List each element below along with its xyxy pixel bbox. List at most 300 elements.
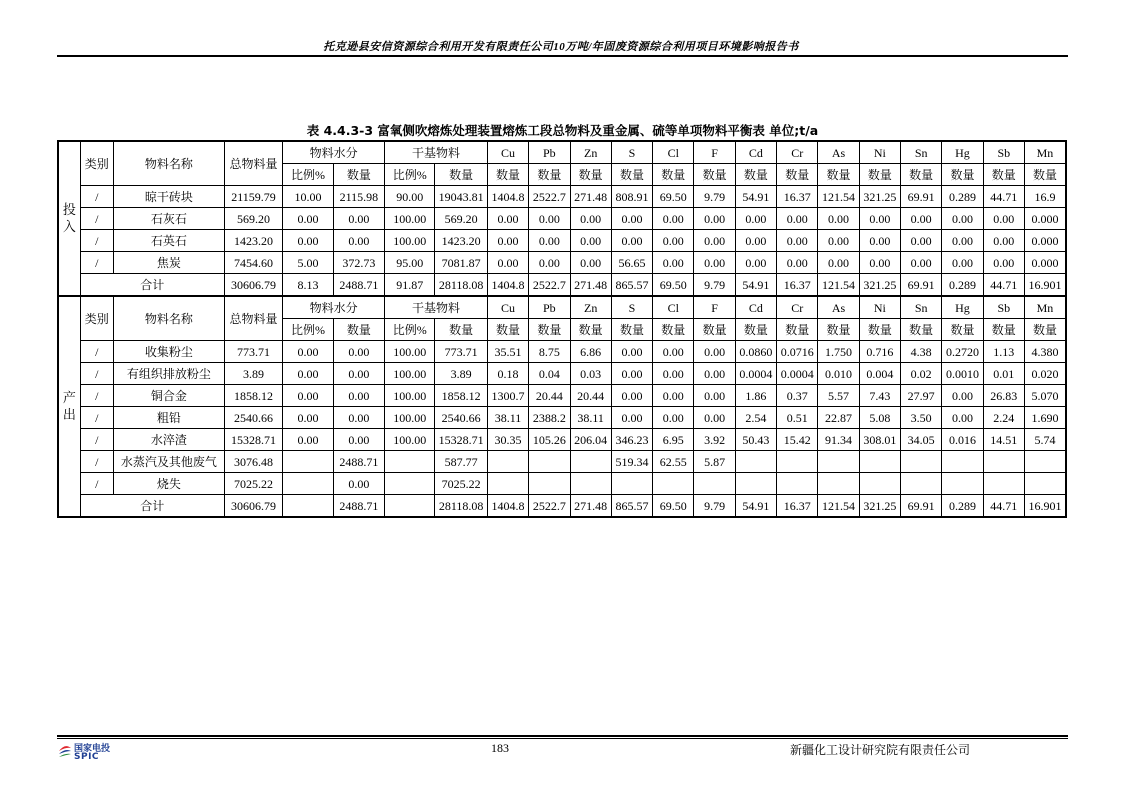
- header-total: 总物料量: [224, 296, 282, 341]
- table-cell: 50.43: [735, 429, 776, 451]
- table-cell: 7081.87: [435, 252, 487, 274]
- table-cell: 26.83: [983, 385, 1024, 407]
- table-cell: 0.37: [777, 385, 818, 407]
- table-cell: 0.00: [529, 230, 570, 252]
- table-cell: 22.87: [818, 407, 859, 429]
- table-cell: 5.87: [694, 451, 735, 473]
- table-cell: 0.00: [694, 407, 735, 429]
- header-water: 物料水分: [283, 296, 385, 319]
- total-cell: 271.48: [570, 495, 611, 518]
- logo-english-text: SPIC: [74, 752, 100, 762]
- table-cell: 0.00: [333, 230, 384, 252]
- table-cell: 2488.71: [333, 451, 384, 473]
- table-cell: 1423.20: [224, 230, 282, 252]
- table-cell: 0.00: [283, 407, 333, 429]
- spic-logo: [58, 740, 128, 764]
- table-cell: 1858.12: [435, 385, 487, 407]
- total-cell: 0.289: [942, 495, 983, 518]
- total-cell: 16.901: [1024, 495, 1066, 518]
- header-qty: 数量: [818, 164, 859, 186]
- table-cell: 0.00: [694, 363, 735, 385]
- table-cell: 3.89: [224, 363, 282, 385]
- header-qty: 数量: [735, 319, 776, 341]
- table-row: [58, 341, 1066, 363]
- table-cell: [777, 451, 818, 473]
- table-cell: [983, 473, 1024, 495]
- header-qty: 数量: [942, 319, 983, 341]
- header-qty: 数量: [487, 164, 528, 186]
- table-cell: 20.44: [570, 385, 611, 407]
- header-category: 类别: [80, 296, 113, 341]
- table-caption: 表 4.4.3-3 富氧侧吹熔炼处理装置熔炼工段总物料及重金属、硫等单项物料平衡表 单位;t/a: [306, 123, 819, 138]
- table-cell: 69.50: [653, 186, 694, 208]
- table-cell: 0.016: [942, 429, 983, 451]
- total-cell: 2488.71: [333, 274, 384, 297]
- table-cell: 0.00: [570, 208, 611, 230]
- header-qty: 数量: [570, 164, 611, 186]
- total-cell: 44.71: [983, 274, 1024, 297]
- table-body: [58, 141, 1066, 517]
- header-material: 物料名称: [113, 141, 224, 186]
- table-cell: 0.00: [942, 385, 983, 407]
- header-qty: 数量: [529, 319, 570, 341]
- table-cell: 0.00: [611, 230, 652, 252]
- table-cell: 30.35: [487, 429, 528, 451]
- total-cell: 8.13: [283, 274, 333, 297]
- table-cell: 372.73: [333, 252, 384, 274]
- header-element: Cr: [777, 296, 818, 319]
- table-cell: 0.00: [942, 407, 983, 429]
- table-cell: 100.00: [385, 407, 435, 429]
- header-qty: 数量: [611, 164, 652, 186]
- table-cell: 0.0010: [942, 363, 983, 385]
- table-cell: 100.00: [385, 429, 435, 451]
- table-cell: 7025.22: [224, 473, 282, 495]
- table-cell: 808.91: [611, 186, 652, 208]
- table-cell: 有组织排放粉尘: [113, 363, 224, 385]
- total-label: 合计: [80, 274, 224, 297]
- table-cell: 0.00: [653, 363, 694, 385]
- header-qty: 数量: [529, 164, 570, 186]
- table-cell: 6.86: [570, 341, 611, 363]
- table-cell: [859, 451, 900, 473]
- table-cell: [611, 473, 652, 495]
- table-cell: 0.00: [942, 208, 983, 230]
- total-cell: 54.91: [735, 495, 776, 518]
- table-row: [58, 208, 1066, 230]
- header-qty: 数量: [859, 164, 900, 186]
- table-cell: 0.00: [859, 230, 900, 252]
- table-cell: 0.00: [653, 407, 694, 429]
- total-cell: 0.289: [942, 274, 983, 297]
- table-cell: [570, 473, 611, 495]
- table-cell: 7.43: [859, 385, 900, 407]
- footer-rule: [57, 735, 1068, 737]
- table-cell: /: [80, 341, 113, 363]
- total-cell: 16.37: [777, 495, 818, 518]
- header-element: Cl: [653, 141, 694, 164]
- header-element: Mn: [1024, 296, 1066, 319]
- table-cell: 0.00: [735, 252, 776, 274]
- total-cell: 865.57: [611, 495, 652, 518]
- table-cell: 0.004: [859, 363, 900, 385]
- table-cell: 1858.12: [224, 385, 282, 407]
- table-cell: 21159.79: [224, 186, 282, 208]
- header-element: F: [694, 141, 735, 164]
- table-cell: 38.11: [570, 407, 611, 429]
- table-cell: 0.00: [942, 252, 983, 274]
- table-cell: 9.79: [694, 186, 735, 208]
- table-cell: 2.54: [735, 407, 776, 429]
- table-cell: 0.020: [1024, 363, 1066, 385]
- table-cell: 773.71: [224, 341, 282, 363]
- table-cell: 烧失: [113, 473, 224, 495]
- header-qty: 数量: [983, 164, 1024, 186]
- logo-chinese-text: 国家电投: [74, 744, 111, 754]
- header-qty: 数量: [777, 164, 818, 186]
- table-cell: [1024, 473, 1066, 495]
- table-cell: [1024, 451, 1066, 473]
- table-cell: 粗铅: [113, 407, 224, 429]
- table-cell: /: [80, 473, 113, 495]
- table-cell: 4.380: [1024, 341, 1066, 363]
- table-cell: 0.00: [818, 208, 859, 230]
- total-cell: 321.25: [859, 495, 900, 518]
- table-cell: 2.24: [983, 407, 1024, 429]
- table-cell: 铜合金: [113, 385, 224, 407]
- table-cell: 0.00: [694, 230, 735, 252]
- table-cell: 0.00: [983, 230, 1024, 252]
- header-element: Ni: [859, 141, 900, 164]
- table-cell: 0.00: [611, 363, 652, 385]
- header-row: [58, 141, 1066, 164]
- table-cell: 15328.71: [224, 429, 282, 451]
- spic-logo-icon: [58, 742, 72, 760]
- header-qty: 数量: [694, 164, 735, 186]
- table-cell: 4.38: [901, 341, 942, 363]
- table-cell: /: [80, 252, 113, 274]
- table-cell: 2540.66: [224, 407, 282, 429]
- header-material: 物料名称: [113, 296, 224, 341]
- table-cell: [694, 473, 735, 495]
- header-qty: 数量: [859, 319, 900, 341]
- table-cell: 0.00: [333, 407, 384, 429]
- table-cell: /: [80, 407, 113, 429]
- header-qty: 数量: [653, 319, 694, 341]
- table-cell: 0.04: [529, 363, 570, 385]
- table-cell: 0.00: [333, 385, 384, 407]
- table-cell: [942, 473, 983, 495]
- page-number: 183: [491, 741, 509, 755]
- table-cell: [487, 451, 528, 473]
- table-cell: 0.00: [653, 230, 694, 252]
- header-ratio: 比例%: [283, 319, 333, 341]
- table-cell: 0.00: [983, 208, 1024, 230]
- table-cell: 0.00: [859, 208, 900, 230]
- header-qty: 数量: [818, 319, 859, 341]
- table-cell: 0.00: [653, 341, 694, 363]
- header-element: Sb: [983, 296, 1024, 319]
- table-cell: 0.000: [1024, 230, 1066, 252]
- table-cell: 5.070: [1024, 385, 1066, 407]
- total-cell: 69.50: [653, 495, 694, 518]
- table-cell: 0.000: [1024, 252, 1066, 274]
- table-cell: 0.00: [611, 407, 652, 429]
- table-cell: 0.00: [694, 208, 735, 230]
- total-cell: 30606.79: [224, 274, 282, 297]
- table-cell: 519.34: [611, 451, 652, 473]
- table-cell: 69.91: [901, 186, 942, 208]
- table-cell: [385, 451, 435, 473]
- table-cell: 0.00: [333, 429, 384, 451]
- table-cell: 0.00: [694, 252, 735, 274]
- total-cell: 69.50: [653, 274, 694, 297]
- header-qty: 数量: [983, 319, 1024, 341]
- table-cell: 10.00: [283, 186, 333, 208]
- header-element: S: [611, 141, 652, 164]
- table-cell: 0.0860: [735, 341, 776, 363]
- header-row: [58, 296, 1066, 319]
- table-cell: 收集粉尘: [113, 341, 224, 363]
- total-cell: 121.54: [818, 274, 859, 297]
- table-cell: 773.71: [435, 341, 487, 363]
- table-cell: 0.00: [735, 208, 776, 230]
- total-cell: 271.48: [570, 274, 611, 297]
- header-element: Cd: [735, 141, 776, 164]
- table-cell: 0.00: [653, 208, 694, 230]
- table-cell: 0.2720: [942, 341, 983, 363]
- table-cell: [983, 451, 1024, 473]
- table-cell: 7454.60: [224, 252, 282, 274]
- table-cell: 1.13: [983, 341, 1024, 363]
- header-qty: 数量: [435, 319, 487, 341]
- table-cell: 0.00: [570, 252, 611, 274]
- table-cell: 587.77: [435, 451, 487, 473]
- header-element: Cu: [487, 296, 528, 319]
- table-cell: 1.750: [818, 341, 859, 363]
- table-cell: 0.00: [333, 473, 384, 495]
- table-cell: 44.71: [983, 186, 1024, 208]
- table-cell: [283, 451, 333, 473]
- table-cell: 0.00: [818, 230, 859, 252]
- total-cell: 54.91: [735, 274, 776, 297]
- table-cell: 20.44: [529, 385, 570, 407]
- header-element: Ni: [859, 296, 900, 319]
- table-cell: 5.00: [283, 252, 333, 274]
- table-cell: 105.26: [529, 429, 570, 451]
- table-cell: 0.0004: [777, 363, 818, 385]
- header-element: Hg: [942, 141, 983, 164]
- table-cell: 水淬渣: [113, 429, 224, 451]
- table-cell: 100.00: [385, 385, 435, 407]
- table-cell: 0.289: [942, 186, 983, 208]
- table-cell: /: [80, 186, 113, 208]
- table-cell: 100.00: [385, 363, 435, 385]
- table-row: [58, 230, 1066, 252]
- header-element: Pb: [529, 296, 570, 319]
- table-cell: [859, 473, 900, 495]
- table-cell: 121.54: [818, 186, 859, 208]
- table-cell: 100.00: [385, 230, 435, 252]
- table-cell: 569.20: [435, 208, 487, 230]
- total-cell: 321.25: [859, 274, 900, 297]
- table-cell: [735, 451, 776, 473]
- total-cell: 30606.79: [224, 495, 282, 518]
- table-cell: 1300.7: [487, 385, 528, 407]
- table-cell: 5.57: [818, 385, 859, 407]
- header-element: S: [611, 296, 652, 319]
- header-element: Zn: [570, 141, 611, 164]
- table-cell: [570, 451, 611, 473]
- table-cell: 95.00: [385, 252, 435, 274]
- total-cell: 69.91: [901, 274, 942, 297]
- table-cell: 15328.71: [435, 429, 487, 451]
- total-cell: 865.57: [611, 274, 652, 297]
- table-cell: 0.03: [570, 363, 611, 385]
- table-cell: 0.00: [487, 252, 528, 274]
- table-cell: 0.01: [983, 363, 1024, 385]
- header-element: Sn: [901, 296, 942, 319]
- header-element: Zn: [570, 296, 611, 319]
- table-cell: 0.00: [570, 230, 611, 252]
- table-cell: 34.05: [901, 429, 942, 451]
- header-element: Cu: [487, 141, 528, 164]
- table-row: [58, 473, 1066, 495]
- header-ratio: 比例%: [385, 164, 435, 186]
- header-element: Cr: [777, 141, 818, 164]
- header-qty: 数量: [777, 319, 818, 341]
- table-cell: 0.716: [859, 341, 900, 363]
- header-qty: 数量: [1024, 319, 1066, 341]
- table-cell: 16.37: [777, 186, 818, 208]
- table-row: [58, 451, 1066, 473]
- total-cell: 16.901: [1024, 274, 1066, 297]
- table-row: [58, 363, 1066, 385]
- table-cell: 16.9: [1024, 186, 1066, 208]
- table-cell: [818, 451, 859, 473]
- table-cell: 91.34: [818, 429, 859, 451]
- header-dry: 干基物料: [385, 141, 488, 164]
- header-qty: 数量: [333, 164, 384, 186]
- table-cell: 90.00: [385, 186, 435, 208]
- total-cell: 121.54: [818, 495, 859, 518]
- header-qty: 数量: [487, 319, 528, 341]
- total-cell: 28118.08: [435, 274, 487, 297]
- table-cell: 0.00: [283, 385, 333, 407]
- total-cell: 9.79: [694, 495, 735, 518]
- table-cell: 2522.7: [529, 186, 570, 208]
- table-cell: 271.48: [570, 186, 611, 208]
- header-category: 类别: [80, 141, 113, 186]
- table-cell: 0.00: [333, 208, 384, 230]
- document-header-title: 托克逊县安信资源综合利用开发有限责任公司10万吨/年固废资源综合利用项目环境影响报告书: [323, 41, 799, 53]
- table-cell: 15.42: [777, 429, 818, 451]
- table-cell: 0.00: [694, 385, 735, 407]
- section-label: 投入: [58, 141, 80, 296]
- table-cell: 焦炭: [113, 252, 224, 274]
- total-label: 合计: [80, 495, 224, 518]
- header-qty: 数量: [333, 319, 384, 341]
- table-cell: 0.00: [653, 252, 694, 274]
- header-water: 物料水分: [283, 141, 385, 164]
- table-cell: 8.75: [529, 341, 570, 363]
- table-row: [58, 252, 1066, 274]
- table-cell: 0.00: [777, 208, 818, 230]
- total-cell: 9.79: [694, 274, 735, 297]
- table-cell: 1423.20: [435, 230, 487, 252]
- header-element: As: [818, 141, 859, 164]
- table-cell: 35.51: [487, 341, 528, 363]
- table-cell: 100.00: [385, 208, 435, 230]
- header-qty: 数量: [942, 164, 983, 186]
- header-qty: 数量: [735, 164, 776, 186]
- table-cell: 62.55: [653, 451, 694, 473]
- table-cell: 0.00: [283, 230, 333, 252]
- footer-rule-thin: [57, 738, 1068, 739]
- table-cell: 569.20: [224, 208, 282, 230]
- table-cell: 0.00: [333, 341, 384, 363]
- table-cell: 5.08: [859, 407, 900, 429]
- table-cell: 0.00: [529, 252, 570, 274]
- table-cell: 206.04: [570, 429, 611, 451]
- table-cell: 0.00: [694, 341, 735, 363]
- table-cell: [901, 473, 942, 495]
- table-cell: 56.65: [611, 252, 652, 274]
- header-element: F: [694, 296, 735, 319]
- table-cell: /: [80, 429, 113, 451]
- table-cell: 2540.66: [435, 407, 487, 429]
- header-qty: 数量: [694, 319, 735, 341]
- table-row: [58, 429, 1066, 451]
- table-cell: [901, 451, 942, 473]
- header-qty: 数量: [653, 164, 694, 186]
- header-ratio: 比例%: [385, 319, 435, 341]
- table-cell: 0.00: [487, 208, 528, 230]
- table-cell: [818, 473, 859, 495]
- table-cell: 54.91: [735, 186, 776, 208]
- table-cell: 0.00: [529, 208, 570, 230]
- table-cell: 0.00: [611, 341, 652, 363]
- table-cell: 0.00: [859, 252, 900, 274]
- header-dry: 干基物料: [385, 296, 488, 319]
- total-cell: 91.87: [385, 274, 435, 297]
- header-qty: 数量: [901, 164, 942, 186]
- header-qty: 数量: [435, 164, 487, 186]
- total-cell: 69.91: [901, 495, 942, 518]
- header-qty: 数量: [570, 319, 611, 341]
- header-element: As: [818, 296, 859, 319]
- table-cell: 3.89: [435, 363, 487, 385]
- header-element: Sn: [901, 141, 942, 164]
- header-total: 总物料量: [224, 141, 282, 186]
- material-balance-table: [57, 140, 1067, 518]
- table-row: [58, 407, 1066, 429]
- table-cell: 0.00: [283, 208, 333, 230]
- total-cell: 2522.7: [529, 274, 570, 297]
- table-row: [58, 186, 1066, 208]
- header-element: Cd: [735, 296, 776, 319]
- table-cell: 0.02: [901, 363, 942, 385]
- table-cell: 0.00: [735, 230, 776, 252]
- total-cell: [385, 495, 435, 518]
- table-cell: [385, 473, 435, 495]
- table-cell: 0.00: [777, 252, 818, 274]
- table-cell: 晾干砖块: [113, 186, 224, 208]
- header-ratio: 比例%: [283, 164, 333, 186]
- total-cell: [283, 495, 333, 518]
- total-cell: 1404.8: [487, 495, 528, 518]
- table-cell: 1404.8: [487, 186, 528, 208]
